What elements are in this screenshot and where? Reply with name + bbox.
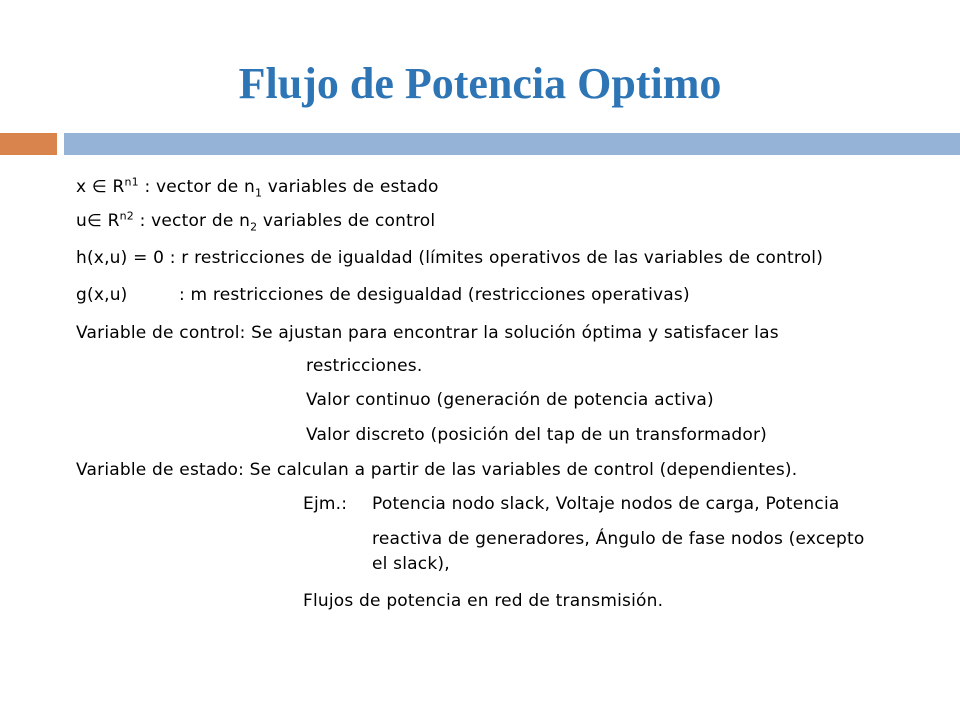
x-desc-b: variables de estado [262,177,439,197]
h-definition [76,247,823,269]
g-definition [76,284,690,306]
state-variable-line: Variable de estado: Se calculan a partir de las variables de control (dependientes). [76,460,798,480]
u-definition [76,210,435,232]
example-line-3: el slack), [372,554,450,574]
example-label: Ejm.: [303,494,348,514]
example-line-1: Potencia nodo slack, Voltaje nodos de carga, Potencia [372,494,840,514]
continuous-value: Valor continuo (generación de potencia activa) [306,390,714,410]
example-line-4: Flujos de potencia en red de transmisión. [303,591,664,611]
u-desc-b: variables de control [257,211,436,231]
u-desc-a: : vector de n [133,211,251,231]
h-rhs: : r restricciones de igualdad (límites operativos de las variables de control) [169,248,824,268]
example-line-2: reactiva de generadores, Ángulo de fase nodos (excepto [372,529,865,549]
u-variable: u∈ R [76,211,120,231]
g-lhs: g(x,u) [76,285,128,305]
u-exponent: n2 [119,209,134,223]
x-subscript: 1 [254,186,263,200]
page-title: Flujo de Potencia Optimo [238,59,722,108]
control-variable-line: Variable de control: Se ajustan para encontrar la solución óptima y satisfacer las [76,323,779,343]
h-lhs: h(x,u) = 0 [76,248,165,268]
control-variable-cont: restricciones. [306,356,423,376]
x-exponent: n1 [124,175,139,189]
g-rhs: : m restricciones de desigualdad (restricciones operativas) [179,285,690,305]
x-desc-a: : vector de n [138,177,255,197]
x-variable: x ∈ R [76,177,125,197]
discrete-value: Valor discreto (posición del tap de un transformador) [306,425,767,445]
u-subscript: 2 [250,220,258,234]
x-definition [76,176,439,198]
